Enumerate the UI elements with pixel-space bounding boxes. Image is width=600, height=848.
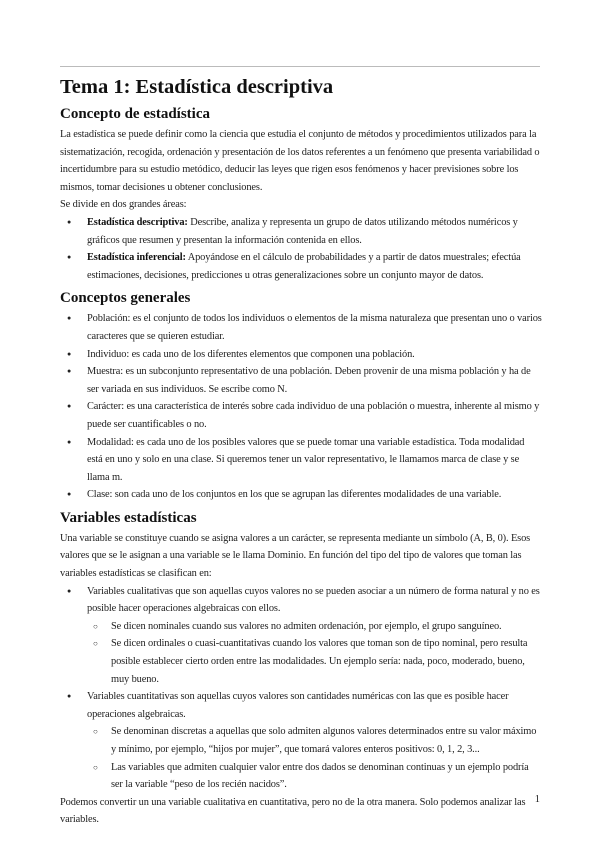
list-item	[60, 249, 542, 284]
list-item: ● Muestra: es un subconjunto representativo de una población. Deben provenir de una misma población y ha de ser variada en sus individuos. Se escribe como N.	[60, 363, 542, 398]
definition: Describe, analiza y representa un grupo de datos utilizando métodos numéricos y gráficos que resumen y presentan la información contenida en ellos.	[87, 216, 518, 246]
section-heading-variables: Variables estadísticas	[60, 509, 197, 526]
header-rule	[60, 66, 540, 67]
term: Estadística descriptiva:	[87, 216, 188, 228]
list-item: ● Clase: son cada uno de los conjuntos en los que se agrupan las diferentes modalidades de una variable.	[60, 486, 542, 504]
concepts-list	[60, 310, 542, 504]
paragraph: Podemos convertir un una variable cualitativa en cuantitativa, pero no de la otra manera. Solo podemos analizar las variables.	[60, 796, 526, 826]
variables-list	[60, 583, 542, 794]
sub-list-item: ○ Se dicen nominales cuando sus valores no admiten ordenación, por ejemplo, el grupo sanguíneo.	[60, 618, 542, 636]
list-item: ● Carácter: es una característica de interés sobre cada individuo de una población o muestra, inherente al mismo y puede ser cuantificables o no.	[60, 398, 542, 433]
sub-list-item: ○ Se dicen ordinales o cuasi-cuantitativas cuando los valores que toman son de tipo nominal, pero resulta posible establecer cierto orden entre las modalidades. Un ejemplo sería: nada, poco, moderado, bueno, muy bueno.	[60, 635, 542, 688]
list-item	[60, 214, 542, 249]
areas-list	[60, 214, 542, 284]
section-heading-conceptos: Conceptos generales	[60, 290, 191, 307]
term: Estadística inferencial:	[87, 252, 186, 264]
list-item: ● Variables cualitativas que son aquellas cuyos valores no se pueden asociar a un número de forma natural y no es posible hacer operaciones algebraicas con ellos.	[60, 583, 542, 618]
sub-list-item: ○ Se denominan discretas a aquellas que solo admiten algunos valores determinados entre su valor máximo y mínimo, por ejemplo, “hijos por mujer”, que tomará valores enteros positivos: 0, 1, 2, 3...	[60, 723, 542, 758]
list-item: ● Modalidad: es cada uno de los posibles valores que se puede tomar una variable estadística. Toda modalidad está en uno y solo en una clase. Si queremos tener un valor representativo, le llamamos marca de clase y se llama m.	[60, 434, 542, 487]
paragraph: Se divide en dos grandes áreas:	[60, 199, 187, 211]
definition: Apoyándose en el cálculo de probabilidades y a partir de datos muestrales; efectúa estimaciones, decisiones, predicciones u otras generalizaciones sobre un conjunto mayor de datos.	[87, 252, 521, 281]
paragraph: Una variable se constituye cuando se asigna valores a un carácter, se representa mediante un símbolo (A, B, 0). Esos valores que se le asignan a una variable se le llama Dominio. En función del tipo del tipo de valores que toman las variables estadísticas se clasifican en:	[60, 532, 531, 580]
sub-list-item: ○ Las variables que admiten cualquier valor entre dos dados se denominan continuas y un ejemplo podría ser la variable “peso de los recién nacidos”.	[60, 759, 542, 794]
list-item: ● Individuo: es cada uno de los diferentes elementos que componen una población.	[60, 346, 542, 364]
document-page	[60, 74, 542, 829]
list-item: ● Población: es el conjunto de todos los individuos o elementos de la misma naturaleza que presentan uno o varios caracteres que se quieren estudiar.	[60, 310, 542, 345]
section-heading-concepto: Concepto de estadística	[60, 106, 210, 122]
page-title: Tema 1: Estadística descriptiva	[60, 76, 334, 98]
page-number: 1	[534, 794, 540, 805]
paragraph: La estadística se puede definir como la ciencia que estudia el conjunto de métodos y procedimientos utilizados para la sistematización, recogida, ordenación y presentación de los datos referentes a un fenómeno que presenta variabilidad o incertidumbre para su estudio metódico, deducir las leyes que rigen esos fenómenos y hacer previsiones sobre los mismos, tomar decisiones u obtener conclusiones.	[60, 129, 540, 193]
list-item: ● Variables cuantitativas son aquellas cuyos valores son cantidades numéricas con las que es posible hacer operaciones algebraicas.	[60, 688, 542, 723]
